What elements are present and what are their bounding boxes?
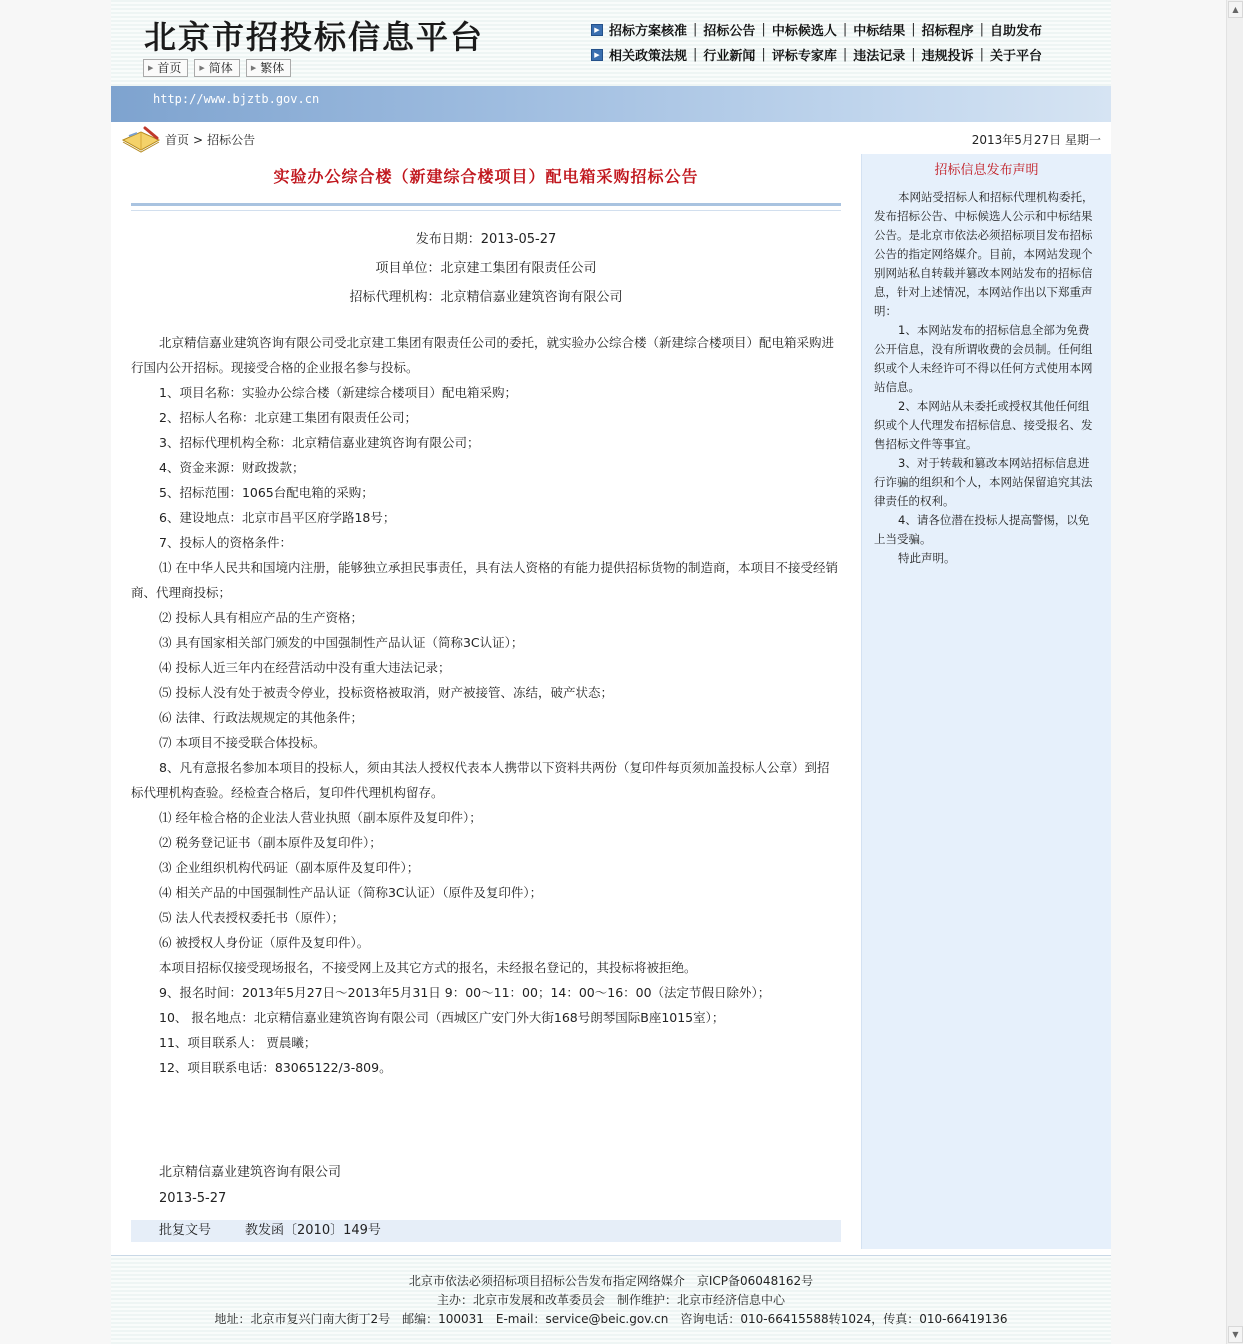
- current-date: 2013年5月27日 星期一: [971, 133, 1101, 147]
- nav-bullet-icon: ▶: [591, 49, 603, 61]
- home-button[interactable]: ▶ 首页: [143, 59, 188, 77]
- footer-line-3: 地址：北京市复兴门南大街丁2号 邮编：100031 E-mail：service@beic.gov.cn 咨询电话：010-66415588转1024，传真：010-66419136: [214, 1312, 1008, 1326]
- article-paragraph: 3、招标代理机构全称：北京精信嘉业建筑咨询有限公司；: [159, 435, 480, 450]
- site-url: http://www.bjztb.gov.cn: [153, 92, 320, 106]
- article-title: 实验办公综合楼（新建综合楼项目）配电箱采购招标公告: [273, 167, 699, 186]
- nav-separator: |: [761, 47, 766, 62]
- nav-item[interactable]: 行业新闻: [703, 49, 756, 64]
- nav-item[interactable]: 招标公告: [703, 24, 756, 39]
- nav-item[interactable]: 中标结果: [853, 24, 906, 39]
- footer-line-1: 北京市依法必须招标项目招标公告发布指定网络媒介 京ICP备06048162号: [408, 1274, 814, 1288]
- nav-separator: |: [911, 22, 916, 37]
- sidebar-paragraph: 特此声明。: [898, 551, 956, 565]
- page-container: [111, 0, 1111, 1344]
- article-paragraph: 4、资金来源：财政拨款；: [159, 460, 305, 475]
- article-paragraph: 5、招标范围：1065台配电箱的采购；: [159, 485, 374, 500]
- sidebar-paragraph: 1、本网站发布的招标信息全部为免费公开信息，没有所谓收费的会员制。任何组织或个人未经许可不得以任何方式使用本网站信息。: [874, 323, 1093, 394]
- footer-line-2: 主办：北京市发展和改革委员会 制作维护：北京市经济信息中心: [436, 1293, 785, 1307]
- nav-separator: |: [842, 47, 848, 62]
- title-divider: [131, 203, 841, 211]
- site-logo[interactable]: 北京市招投标信息平台: [144, 18, 485, 56]
- nav-item[interactable]: 相关政策法规: [609, 49, 688, 64]
- article-main: [131, 154, 841, 1242]
- nav-item[interactable]: 自助发布: [990, 24, 1043, 39]
- breadcrumb-current[interactable]: 招标公告: [207, 133, 256, 147]
- arrow-right-icon: ▶: [199, 64, 205, 72]
- article-paragraph: 10、 报名地点：北京精信嘉业建筑咨询有限公司（西城区广安门外大街168号朗琴国际B座1015室）；: [159, 1010, 725, 1025]
- nav-separator: |: [693, 47, 698, 62]
- main-nav-row-2: [591, 45, 1042, 64]
- nav-item[interactable]: 评标专家库: [771, 49, 837, 64]
- article-paragraph: ⑸ 投标人没有处于被责令停业，投标资格被取消，财产被接管、冻结，破产状态；: [159, 685, 613, 700]
- signature-date: 2013-5-27: [159, 1191, 227, 1206]
- breadcrumb-row: [111, 122, 1111, 154]
- approval-label: 批复文号: [159, 1223, 212, 1238]
- signature-block: [131, 1160, 841, 1212]
- scroll-down-arrow-icon[interactable]: ▼: [1228, 1326, 1243, 1343]
- article-paragraph: ⑴ 在中华人民共和国境内注册，能够独立承担民事责任，具有法人资格的有能力提供招标货物的制造商，本项目不接受经销商、代理商投标；: [131, 560, 838, 600]
- article-paragraph: 8、凡有意报名参加本项目的投标人，须由其法人授权代表本人携带以下资料共两份（复印件每页须加盖投标人公章）到招标代理机构查验。经检查合格后，复印件代理机构留存。: [131, 760, 830, 800]
- sidebar-statement: [861, 154, 1111, 1249]
- nav-item[interactable]: 中标候选人: [771, 24, 837, 39]
- sidebar-body: [862, 178, 1111, 568]
- nav-item[interactable]: 招标方案核准: [609, 24, 688, 39]
- article-paragraph: 北京精信嘉业建筑咨询有限公司受北京建工集团有限责任公司的委托，就实验办公综合楼（新建综合楼项目）配电箱采购进行国内公开招标。现接受合格的企业报名参与投标。: [131, 335, 835, 375]
- article-paragraph: ⑵ 投标人具有相应产品的生产资格；: [159, 610, 363, 625]
- traditional-button[interactable]: ▶ 繁体: [246, 59, 291, 77]
- simplified-button[interactable]: ▶ 简体: [194, 59, 239, 77]
- article-paragraph: ⑷ 投标人近三年内在经营活动中没有重大违法记录；: [159, 660, 451, 675]
- article-paragraph: 6、建设地点：北京市昌平区府学路18号；: [159, 510, 396, 525]
- nav-item[interactable]: 招标程序: [921, 24, 974, 39]
- project-unit: 项目单位：北京建工集团有限责任公司: [375, 261, 597, 276]
- nav-separator: |: [911, 47, 916, 62]
- nav-item[interactable]: 关于平台: [990, 49, 1043, 64]
- article-paragraph: ⑸ 法人代表授权委托书（原件）；: [159, 910, 345, 925]
- article-paragraph: ⑶ 企业组织机构代码证（副本原件及复印件）；: [159, 860, 420, 875]
- url-banner: [111, 86, 1111, 122]
- breadcrumb: [165, 131, 255, 148]
- article-paragraph: 12、项目联系电话：83065122/3-809。: [159, 1060, 392, 1075]
- article-paragraph: 9、报名时间：2013年5月27日～2013年5月31日 9：00～11：00；14：00～16：00（法定节假日除外）；: [159, 985, 771, 1000]
- signature-org: 北京精信嘉业建筑咨询有限公司: [159, 1165, 342, 1180]
- main-nav-row-1: [591, 20, 1042, 39]
- article-paragraph: 2、招标人名称：北京建工集团有限责任公司；: [159, 410, 417, 425]
- nav-separator: |: [979, 47, 985, 62]
- article-paragraph: ⑹ 被授权人身份证（原件及复印件）。: [159, 935, 370, 950]
- sidebar-paragraph: 2、本网站从未委托或授权其他任何组织或个人代理发布招标信息、接受报名、发售招标文件等事宜。: [874, 399, 1093, 451]
- article-paragraph: ⑶ 具有国家相关部门颁发的中国强制性产品认证（简称3C认证）；: [159, 635, 524, 650]
- article-meta: [131, 225, 841, 312]
- vertical-scrollbar[interactable]: [1226, 0, 1243, 1344]
- nav-separator: |: [842, 22, 848, 37]
- approval-row: [131, 1220, 841, 1242]
- nav-separator: |: [979, 22, 985, 37]
- article-paragraph: 1、项目名称：实验办公综合楼（新建综合楼项目）配电箱采购；: [159, 385, 517, 400]
- arrow-right-icon: ▶: [148, 64, 154, 72]
- article-paragraph: 7、投标人的资格条件：: [159, 535, 292, 550]
- sidebar-paragraph: 3、对于转载和篡改本网站招标信息进行诈骗的组织和个人，本网站保留追究其法律责任的权利。: [874, 456, 1093, 508]
- sidebar-paragraph: 本网站受招标人和招标代理机构委托，发布招标公告、中标候选人公示和中标结果公告。是北京市依法必须招标项目发布招标公告的指定网络媒介。目前，本网站发现个别网站私自转载并篡改本网站发布的招标信息，针对上述情况，本网站作出以下郑重声明：: [874, 190, 1094, 318]
- approval-value: 教发函〔2010〕149号: [245, 1223, 381, 1238]
- article-paragraph: ⑵ 税务登记证书（副本原件及复印件）；: [159, 835, 382, 850]
- article-paragraph: 本项目招标仅接受现场报名，不接受网上及其它方式的报名，未经报名登记的，其投标将被拒绝。: [159, 960, 697, 975]
- article-paragraph: ⑺ 本项目不接受联合体投标。: [159, 735, 326, 750]
- site-header: [111, 0, 1111, 86]
- lang-bar: [143, 59, 291, 77]
- nav-separator: |: [693, 22, 698, 37]
- nav-separator: |: [761, 22, 766, 37]
- site-footer: [111, 1255, 1111, 1344]
- scroll-up-arrow-icon[interactable]: ▲: [1228, 1, 1243, 18]
- nav-item[interactable]: 违规投诉: [921, 49, 974, 64]
- article-paragraph: ⑹ 法律、行政法规规定的其他条件；: [159, 710, 363, 725]
- bidding-agency: 招标代理机构：北京精信嘉业建筑咨询有限公司: [349, 290, 623, 305]
- book-pen-icon: [119, 124, 163, 154]
- breadcrumb-separator: >: [193, 133, 204, 147]
- arrow-right-icon: ▶: [250, 64, 257, 72]
- article-body: [131, 330, 841, 1080]
- article-paragraph: ⑷ 相关产品的中国强制性产品认证（简称3C认证）（原件及复印件）；: [159, 885, 543, 900]
- article-paragraph: ⑴ 经年检合格的企业法人营业执照（副本原件及复印件）；: [159, 810, 482, 825]
- nav-item[interactable]: 违法记录: [853, 49, 906, 64]
- sidebar-title: 招标信息发布声明: [934, 163, 1039, 178]
- sidebar-paragraph: 4、请各位潜在投标人提高警惕，以免上当受骗。: [874, 513, 1090, 546]
- breadcrumb-home-link[interactable]: 首页: [165, 133, 190, 147]
- article-paragraph: 11、项目联系人： 贾晨曦；: [159, 1035, 317, 1050]
- publish-date: 发布日期：2013-05-27: [415, 232, 557, 247]
- nav-bullet-icon: ▶: [591, 24, 603, 36]
